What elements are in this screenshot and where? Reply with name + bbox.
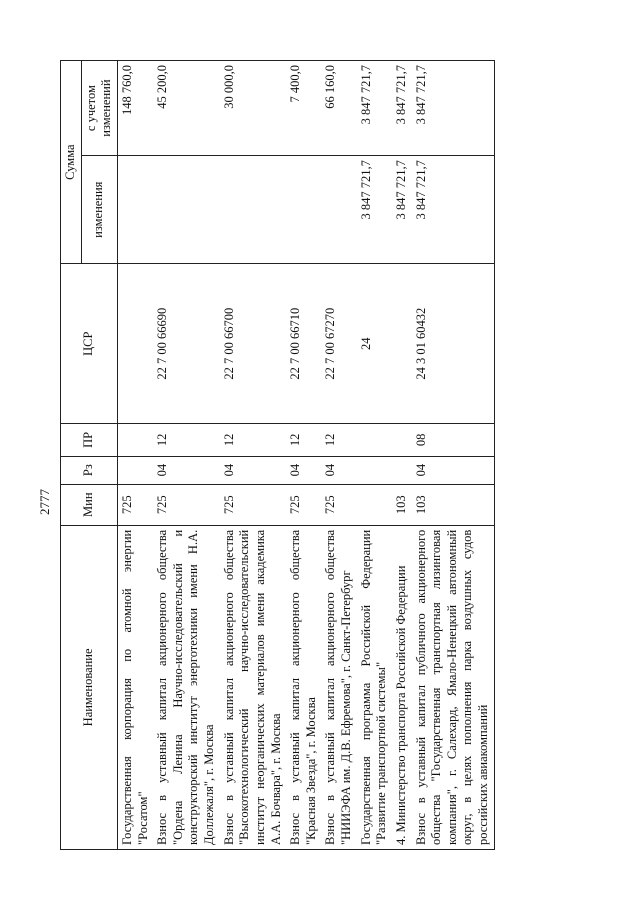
row-csr: 24 — [357, 264, 392, 424]
header-pr: ПР — [61, 424, 118, 456]
row-rz — [117, 456, 153, 484]
table-row — [220, 61, 287, 850]
row-with-changes: 66 160,0 — [321, 61, 356, 156]
row-name: Государственная корпорация по атомной энергии "Росатом" — [117, 525, 153, 849]
row-name: Взнос в уставный капитал акционерного общества "Высокотехнологический научно-исследовательский институт неорганических материалов имени академика А.А. Бочвара", г. Москва — [220, 525, 287, 849]
row-pr: 08 — [412, 424, 495, 456]
header-name: Наименование — [61, 525, 118, 849]
row-changes — [117, 156, 153, 264]
row-csr — [117, 264, 153, 424]
header-with-changes: с учетом изменений — [81, 61, 117, 156]
row-rz: 04 — [153, 456, 220, 484]
table-row — [117, 61, 153, 850]
table-body — [117, 61, 494, 850]
row-name: 4. Министерство транспорта Российской Федерации — [392, 525, 412, 849]
row-min: 725 — [220, 484, 287, 525]
row-min: 725 — [286, 484, 321, 525]
row-csr: 22 7 00 66710 — [286, 264, 321, 424]
row-rz: 04 — [220, 456, 287, 484]
table-row — [153, 61, 220, 850]
row-pr — [357, 424, 392, 456]
row-changes — [286, 156, 321, 264]
table-row — [357, 61, 392, 850]
row-name: Государственная программа Российской Федерации "Развитие транспортной системы" — [357, 525, 392, 849]
row-min — [357, 484, 392, 525]
row-changes — [220, 156, 287, 264]
row-csr: 24 3 01 60432 — [412, 264, 495, 424]
header-rz: Рз — [61, 456, 118, 484]
row-rz: 04 — [321, 456, 356, 484]
page-number: 2777 — [37, 489, 52, 515]
table-row — [321, 61, 356, 850]
row-rz — [392, 456, 412, 484]
table-row — [392, 61, 412, 850]
row-min: 725 — [321, 484, 356, 525]
row-name: Взнос в уставный капитал акционерного общества "НИИЭФА им. Д.В. Ефремова", г. Санкт-Петербург — [321, 525, 356, 849]
row-pr: 12 — [220, 424, 287, 456]
row-min: 103 — [392, 484, 412, 525]
row-pr — [117, 424, 153, 456]
budget-table-sheet — [60, 60, 620, 850]
row-csr: 22 7 00 66690 — [153, 264, 220, 424]
row-changes: 3 847 721,7 — [357, 156, 392, 264]
row-changes — [153, 156, 220, 264]
header-csr: ЦСР — [61, 264, 118, 424]
budget-table — [60, 60, 495, 850]
table-row — [286, 61, 321, 850]
row-min: 725 — [153, 484, 220, 525]
row-min: 103 — [412, 484, 495, 525]
row-with-changes: 3 847 721,7 — [392, 61, 412, 156]
header-changes: изменения — [81, 156, 117, 264]
row-rz: 04 — [286, 456, 321, 484]
row-with-changes: 148 760,0 — [117, 61, 153, 156]
row-rz: 04 — [412, 456, 495, 484]
row-csr: 22 7 00 66700 — [220, 264, 287, 424]
table-row — [412, 61, 495, 850]
row-changes — [321, 156, 356, 264]
row-changes: 3 847 721,7 — [412, 156, 495, 264]
row-name: Взнос в уставный капитал публичного акционерного общества "Государственная транспортная лизинговая компания", г. Салехард, Ямало-Ненецкий автономный округ, в целях пополнения парка воздушных судов российских авиакомпаний — [412, 525, 495, 849]
row-rz — [357, 456, 392, 484]
row-with-changes: 3 847 721,7 — [357, 61, 392, 156]
row-pr: 12 — [286, 424, 321, 456]
row-csr — [392, 264, 412, 424]
row-with-changes: 3 847 721,7 — [412, 61, 495, 156]
row-with-changes: 7 400,0 — [286, 61, 321, 156]
row-pr: 12 — [153, 424, 220, 456]
header-min: Мин — [61, 484, 118, 525]
row-name: Взнос в уставный капитал акционерного общества "Красная Звезда", г. Москва — [286, 525, 321, 849]
row-min: 725 — [117, 484, 153, 525]
row-changes: 3 847 721,7 — [392, 156, 412, 264]
row-name: Взнос в уставный капитал акционерного общества "Ордена Ленина Научно-исследовательский и конструкторский институт энерготехники имени Н.А. Доллежаля", г. Москва — [153, 525, 220, 849]
header-sum: Сумма — [61, 61, 82, 264]
row-with-changes: 45 200,0 — [153, 61, 220, 156]
row-csr: 22 7 00 67270 — [321, 264, 356, 424]
row-with-changes: 30 000,0 — [220, 61, 287, 156]
row-pr — [392, 424, 412, 456]
row-pr: 12 — [321, 424, 356, 456]
